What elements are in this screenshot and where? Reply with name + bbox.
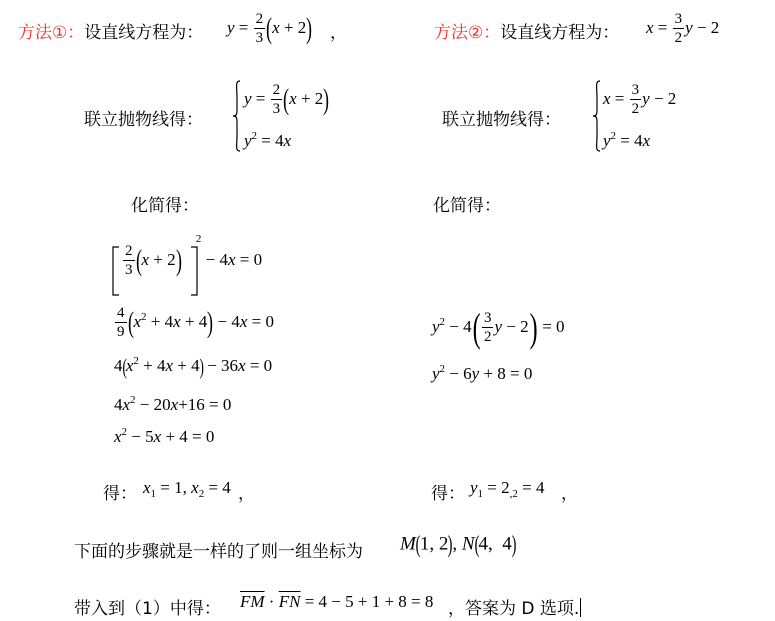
bottom-line2-suffix bbox=[448, 594, 581, 619]
method1-header bbox=[18, 18, 203, 43]
bottom-line1-text: 下面的步骤就是一样的了则一组坐标为 bbox=[74, 542, 363, 562]
method1-line-suffix: ， bbox=[330, 23, 347, 43]
bottom-line2-equation: $\overline{FM} \cdot \overline{FN} = 4 - 5 + 1 + 8 = 8$ bbox=[240, 592, 434, 611]
method1-result-equation: $x_1 = 1$, $x_2 = 4$ bbox=[143, 478, 231, 500]
method1-step-5: $x^2 - 5x + 4 = 0$ bbox=[114, 426, 215, 446]
method2-system-line1: x = $\frac{3}{2}$ y − 2 bbox=[603, 82, 677, 117]
answer-text: ，答案为 D 选项. bbox=[448, 599, 580, 619]
method1-line-text: 设直线方程为： bbox=[84, 23, 204, 43]
left-bracket bbox=[112, 246, 120, 296]
method2-result-text: 得： bbox=[431, 484, 465, 504]
method1-result-suffix: ， bbox=[238, 484, 255, 504]
method2-combine-text: 联立抛物线得： bbox=[442, 110, 561, 130]
method1-system-line2: $y^2 = 4x$ bbox=[244, 130, 292, 150]
method2-label: 方法②： bbox=[434, 23, 501, 43]
method1-system-brace bbox=[232, 80, 242, 152]
method2-step-2: $y^2 - 6y + 8 = 0$ bbox=[432, 363, 533, 383]
method2-step-1: $y^2 - 4$( $\frac{3}{2}$ y − 2) = 0 bbox=[432, 305, 565, 350]
method2-line-equation: x = $\frac{3}{2}$ y − 2 bbox=[646, 11, 720, 46]
text-cursor bbox=[580, 598, 581, 617]
method1-simplify-text: 化简得： bbox=[131, 196, 199, 216]
method1-step-2: $\frac{4}{9}$ $(x^2 + 4x + 4) - 4x = 0$ bbox=[117, 305, 275, 340]
bottom-line1-coordinates: M(1, 2), N(4, 4) bbox=[400, 532, 517, 558]
method1-combine-text: 联立抛物线得： bbox=[84, 110, 203, 130]
method1-step-1: $\frac{2}{3}$ (x + 2) $^2$ − 4x = 0 bbox=[112, 244, 262, 278]
method2-system-line2: $y^2 = 4x$ bbox=[603, 130, 651, 150]
method1-result-text: 得： bbox=[103, 484, 137, 504]
method1-step-4: $4x^2 - 20x+16 = 0$ bbox=[114, 394, 232, 414]
method2-simplify-text: 化简得： bbox=[433, 196, 501, 216]
method1-line-equation: y = $\frac{2}{3}$ (x + 2) bbox=[227, 11, 313, 46]
method1-label: 方法①： bbox=[18, 23, 85, 43]
method1-step-3: $4(x^2 + 4x + 4) - 36x = 0$ bbox=[114, 354, 273, 380]
method2-system-brace bbox=[592, 80, 602, 152]
bottom-line2-text: 带入到（1）中得： bbox=[74, 599, 221, 619]
method1-system-line1: y = $\frac{2}{3}$ (x + 2) bbox=[244, 82, 330, 117]
method2-line-text: 设直线方程为： bbox=[500, 23, 620, 43]
right-bracket bbox=[190, 246, 198, 296]
method2-result-equation: $y_1 = 2_{,2} = 4$ bbox=[470, 478, 545, 500]
method2-result-suffix: ， bbox=[561, 484, 578, 504]
method2-header bbox=[434, 18, 619, 43]
